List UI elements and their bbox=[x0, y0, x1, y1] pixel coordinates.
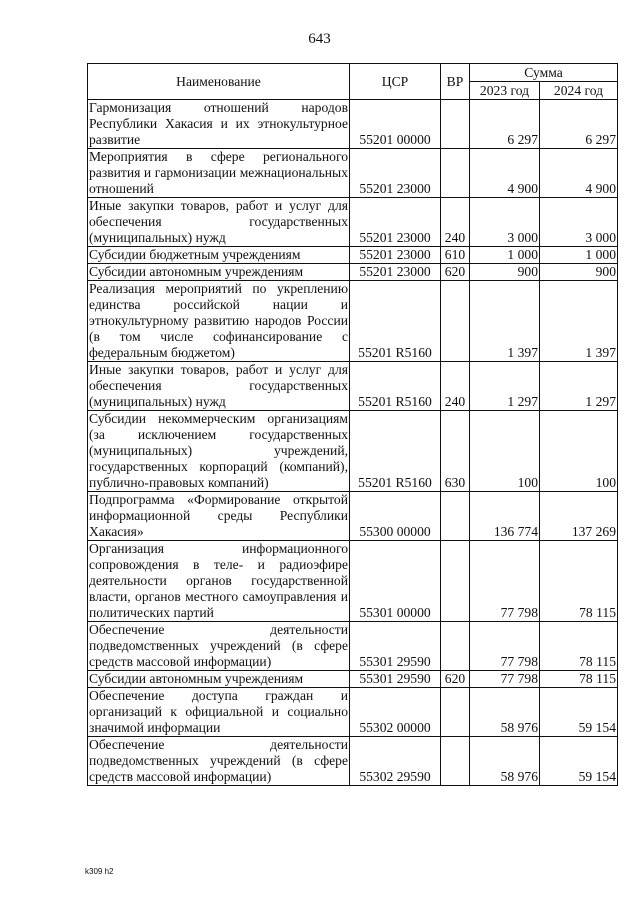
table-row bbox=[88, 541, 618, 622]
row-sum-2024: 78 115 bbox=[540, 622, 618, 671]
row-name: Иные закупки товаров, работ и услуг для обеспечения государственных (муниципальных) нужд bbox=[89, 198, 348, 245]
row-name: Иные закупки товаров, работ и услуг для обеспечения государственных (муниципальных) нужд bbox=[89, 362, 348, 409]
row-sum-2023: 58 976 bbox=[470, 688, 540, 737]
table-body bbox=[88, 100, 618, 786]
row-sum-2024: 6 297 bbox=[540, 100, 618, 149]
row-vr bbox=[441, 688, 470, 737]
row-vr: 610 bbox=[441, 247, 470, 264]
table-row bbox=[88, 198, 618, 247]
row-sum-2024: 3 000 bbox=[540, 198, 618, 247]
row-sum-2024: 59 154 bbox=[540, 737, 618, 786]
row-sum-2023: 136 774 bbox=[470, 492, 540, 541]
row-csr: 55301 29590 bbox=[350, 671, 441, 688]
row-sum-2024: 1 397 bbox=[540, 281, 618, 362]
table-row bbox=[88, 362, 618, 411]
page-number: 643 bbox=[308, 31, 331, 47]
row-sum-2024: 78 115 bbox=[540, 671, 618, 688]
row-vr bbox=[441, 100, 470, 149]
row-csr: 55201 R5160 bbox=[350, 362, 441, 411]
header-year-2024: 2024 год bbox=[540, 82, 618, 100]
header-vr: ВР bbox=[441, 64, 470, 100]
header-year-2023: 2023 год bbox=[470, 82, 540, 100]
header-name: Наименование bbox=[88, 64, 350, 100]
table-row bbox=[88, 688, 618, 737]
row-csr: 55201 R5160 bbox=[350, 281, 441, 362]
row-vr: 620 bbox=[441, 264, 470, 281]
table-row bbox=[88, 411, 618, 492]
row-csr: 55201 00000 bbox=[350, 100, 441, 149]
row-vr bbox=[441, 622, 470, 671]
row-vr: 240 bbox=[441, 198, 470, 247]
row-name: Обеспечение деятельности подведомственных учреждений (в сфере средств массовой информации) bbox=[89, 737, 348, 784]
table-row bbox=[88, 492, 618, 541]
row-sum-2024: 1 297 bbox=[540, 362, 618, 411]
footer-code: k309 h2 bbox=[85, 867, 114, 876]
row-sum-2024: 900 bbox=[540, 264, 618, 281]
row-csr: 55300 00000 bbox=[350, 492, 441, 541]
row-vr bbox=[441, 737, 470, 786]
row-name: Субсидии бюджетным учреждениям bbox=[88, 247, 350, 264]
table-row bbox=[88, 281, 618, 362]
row-name: Мероприятия в сфере регионального развития и гармонизации межнациональных отношений bbox=[89, 149, 348, 196]
row-vr bbox=[441, 492, 470, 541]
row-name: Организация информационного сопровождения в теле- и радиоэфире деятельности органов государственной власти, органов местного самоуправления и политических партий bbox=[89, 541, 348, 620]
budget-table bbox=[87, 63, 618, 786]
row-name: Обеспечение деятельности подведомственных учреждений (в сфере средств массовой информации) bbox=[89, 622, 348, 669]
row-csr: 55301 00000 bbox=[350, 541, 441, 622]
table-row bbox=[88, 737, 618, 786]
row-vr bbox=[441, 281, 470, 362]
row-vr: 630 bbox=[441, 411, 470, 492]
row-vr: 240 bbox=[441, 362, 470, 411]
row-sum-2024: 59 154 bbox=[540, 688, 618, 737]
table-row bbox=[88, 247, 618, 264]
row-csr: 55201 23000 bbox=[350, 149, 441, 198]
row-csr: 55302 00000 bbox=[350, 688, 441, 737]
row-csr: 55302 29590 bbox=[350, 737, 441, 786]
table-row bbox=[88, 149, 618, 198]
row-csr: 55301 29590 bbox=[350, 622, 441, 671]
row-sum-2023: 1 397 bbox=[470, 281, 540, 362]
row-name: Обеспечение доступа граждан и организаций к официальной и социально значимой информации bbox=[89, 688, 348, 735]
row-vr bbox=[441, 149, 470, 198]
row-sum-2023: 77 798 bbox=[470, 541, 540, 622]
row-sum-2023: 4 900 bbox=[470, 149, 540, 198]
row-sum-2024: 78 115 bbox=[540, 541, 618, 622]
table-row bbox=[88, 671, 618, 688]
row-sum-2023: 1 000 bbox=[470, 247, 540, 264]
row-sum-2023: 1 297 bbox=[470, 362, 540, 411]
table-header bbox=[88, 64, 618, 100]
row-name: Подпрограмма «Формирование открытой информационной среды Республики Хакасия» bbox=[89, 492, 348, 539]
header-csr: ЦСР bbox=[350, 64, 441, 100]
row-sum-2024: 4 900 bbox=[540, 149, 618, 198]
row-csr: 55201 R5160 bbox=[350, 411, 441, 492]
row-sum-2023: 58 976 bbox=[470, 737, 540, 786]
row-sum-2023: 77 798 bbox=[470, 622, 540, 671]
row-csr: 55201 23000 bbox=[350, 247, 441, 264]
row-sum-2023: 3 000 bbox=[470, 198, 540, 247]
row-sum-2023: 77 798 bbox=[470, 671, 540, 688]
table-row bbox=[88, 264, 618, 281]
row-sum-2023: 6 297 bbox=[470, 100, 540, 149]
row-name: Субсидии автономным учреждениям bbox=[88, 671, 350, 688]
row-vr: 620 bbox=[441, 671, 470, 688]
row-name: Реализация мероприятий по укреплению единства российской нации и этнокультурному развитию народов России (в том числе софинансирование с федеральным бюджетом) bbox=[89, 281, 348, 360]
row-name: Субсидии автономным учреждениям bbox=[88, 264, 350, 281]
row-sum-2023: 100 bbox=[470, 411, 540, 492]
row-name: Гармонизация отношений народов Республики Хакасия и их этнокультурное развитие bbox=[89, 100, 348, 147]
table-row bbox=[88, 622, 618, 671]
row-name: Субсидии некоммерческим организациям (за исключением государственных (муниципальных) учреждений, государственных корпораций (компаний), публично-правовых компаний) bbox=[89, 411, 348, 490]
row-sum-2024: 137 269 bbox=[540, 492, 618, 541]
row-sum-2023: 900 bbox=[470, 264, 540, 281]
row-csr: 55201 23000 bbox=[350, 198, 441, 247]
row-sum-2024: 1 000 bbox=[540, 247, 618, 264]
row-sum-2024: 100 bbox=[540, 411, 618, 492]
header-sum: Сумма bbox=[470, 64, 618, 82]
row-csr: 55201 23000 bbox=[350, 264, 441, 281]
table-row bbox=[88, 100, 618, 149]
row-vr bbox=[441, 541, 470, 622]
